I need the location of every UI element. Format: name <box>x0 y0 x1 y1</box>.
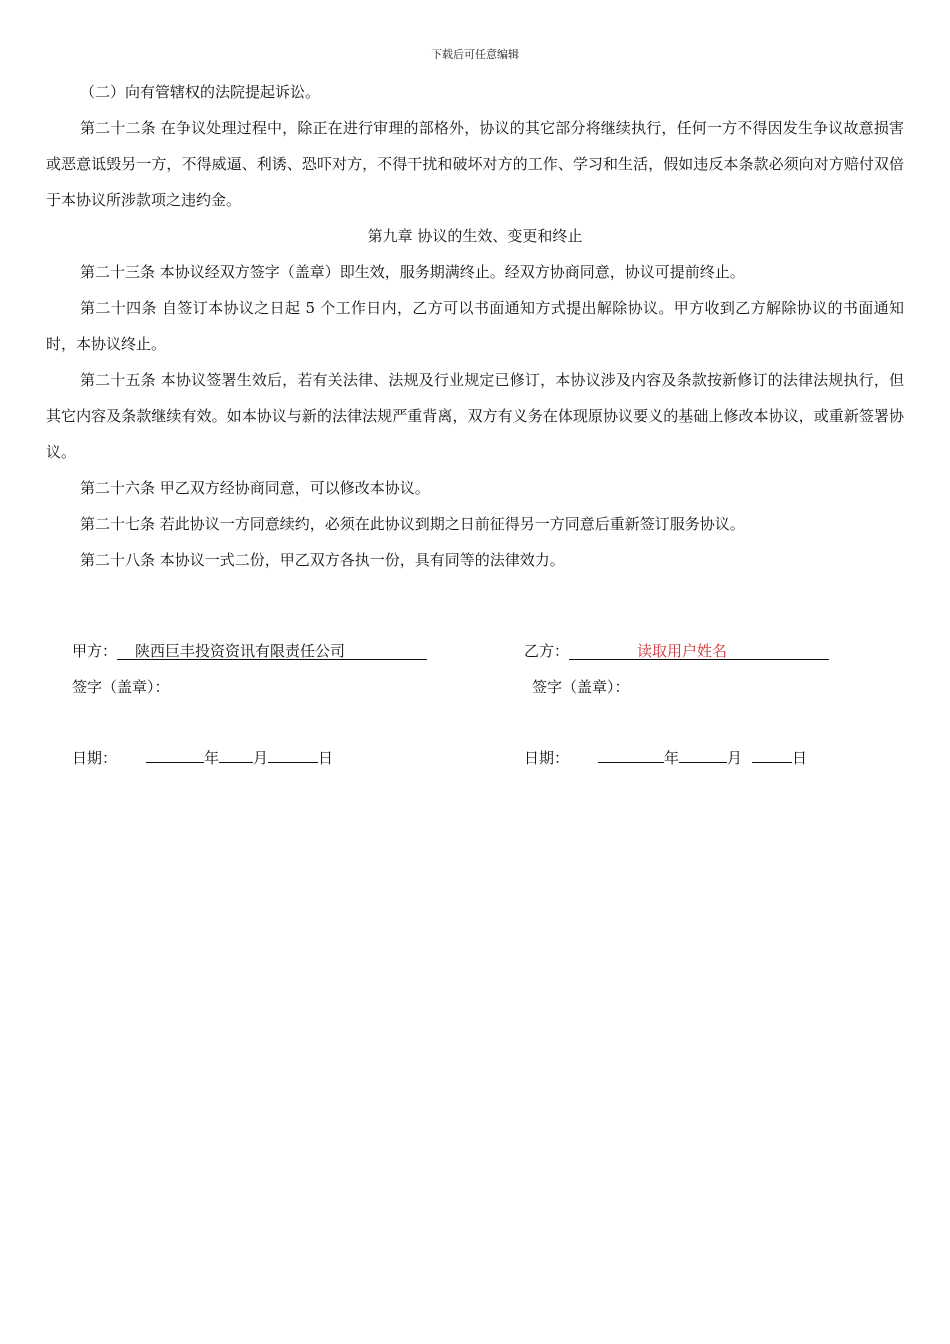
party-a-day-label: 日 <box>318 749 334 767</box>
party-a-date-label: 日期： <box>72 749 118 767</box>
party-a-line <box>72 640 427 662</box>
party-a-day-field[interactable] <box>268 744 318 763</box>
party-a-date-line <box>72 744 333 769</box>
party-b-line <box>524 640 829 662</box>
party-b-date-line <box>524 744 807 769</box>
party-b-label: 乙方： <box>524 642 570 660</box>
chapter-heading: 第九章 协议的生效、变更和终止 <box>367 227 583 245</box>
article-23: 第二十三条 本协议经双方签字（盖章）即生效，服务期满终止。经双方协商同意，协议可提前终止。 <box>80 263 745 281</box>
party-b-sign-label: 签字（盖章）： <box>532 678 630 696</box>
article-26: 第二十六条 甲乙双方经协商同意，可以修改本协议。 <box>80 479 430 497</box>
article-25: 第二十五条 本协议签署生效后，若有关法律、法规及行业规定已修订，本协议涉及内容及条款按新修订的法律法规执行，但其它内容及条款继续有效。如本协议与新的法律法规严重背离，双方有义务在体现原协议要义的基础上修改本协议，或重新签署协议。 <box>46 371 904 461</box>
party-a-year-label: 年 <box>204 749 220 767</box>
party-a-month-field[interactable] <box>219 744 253 763</box>
article-22: 第二十二条 在争议处理过程中，除正在进行审理的部格外，协议的其它部分将继续执行，任何一方不得因发生争议故意损害或恶意诋毁另一方，不得威逼、利诱、恐吓对方，不得干扰和破坏对方的工作、学习和生活，假如违反本条款必须向对方赔付双倍于本协议所涉款项之违约金。 <box>46 119 904 209</box>
party-b-day-field[interactable] <box>752 744 792 763</box>
party-b-year-field[interactable] <box>598 744 664 763</box>
party-a-month-label: 月 <box>253 749 269 767</box>
party-a-year-field[interactable] <box>146 744 204 763</box>
paragraph-litigation: （二）向有管辖权的法院提起诉讼。 <box>80 83 321 101</box>
party-b-name-field[interactable] <box>569 642 829 660</box>
party-b-date-label: 日期： <box>524 749 570 767</box>
party-b-day-label: 日 <box>792 749 808 767</box>
party-a-label: 甲方： <box>72 642 118 660</box>
article-28: 第二十八条 本协议一式二份，甲乙双方各执一份，具有同等的法律效力。 <box>80 551 565 569</box>
page-header-note: 下载后可任意编辑 <box>431 48 519 61</box>
party-b-year-label: 年 <box>664 749 680 767</box>
article-27: 第二十七条 若此协议一方同意续约，必须在此协议到期之日前征得另一方同意后重新签订服务协议。 <box>80 515 745 533</box>
party-b-month-field[interactable] <box>679 744 727 763</box>
party-b-name-placeholder: 读取用户姓名 <box>637 642 728 660</box>
party-a-name-field[interactable] <box>117 642 427 660</box>
party-a-sign-label: 签字（盖章）： <box>72 678 170 696</box>
party-a-name: 陕西巨丰投资资讯有限责任公司 <box>135 642 346 660</box>
document-body <box>46 74 904 578</box>
article-24: 第二十四条 自签订本协议之日起 5 个工作日内，乙方可以书面通知方式提出解除协议。甲方收到乙方解除协议的书面通知时，本协议终止。 <box>46 299 904 353</box>
party-b-month-label: 月 <box>727 749 743 767</box>
